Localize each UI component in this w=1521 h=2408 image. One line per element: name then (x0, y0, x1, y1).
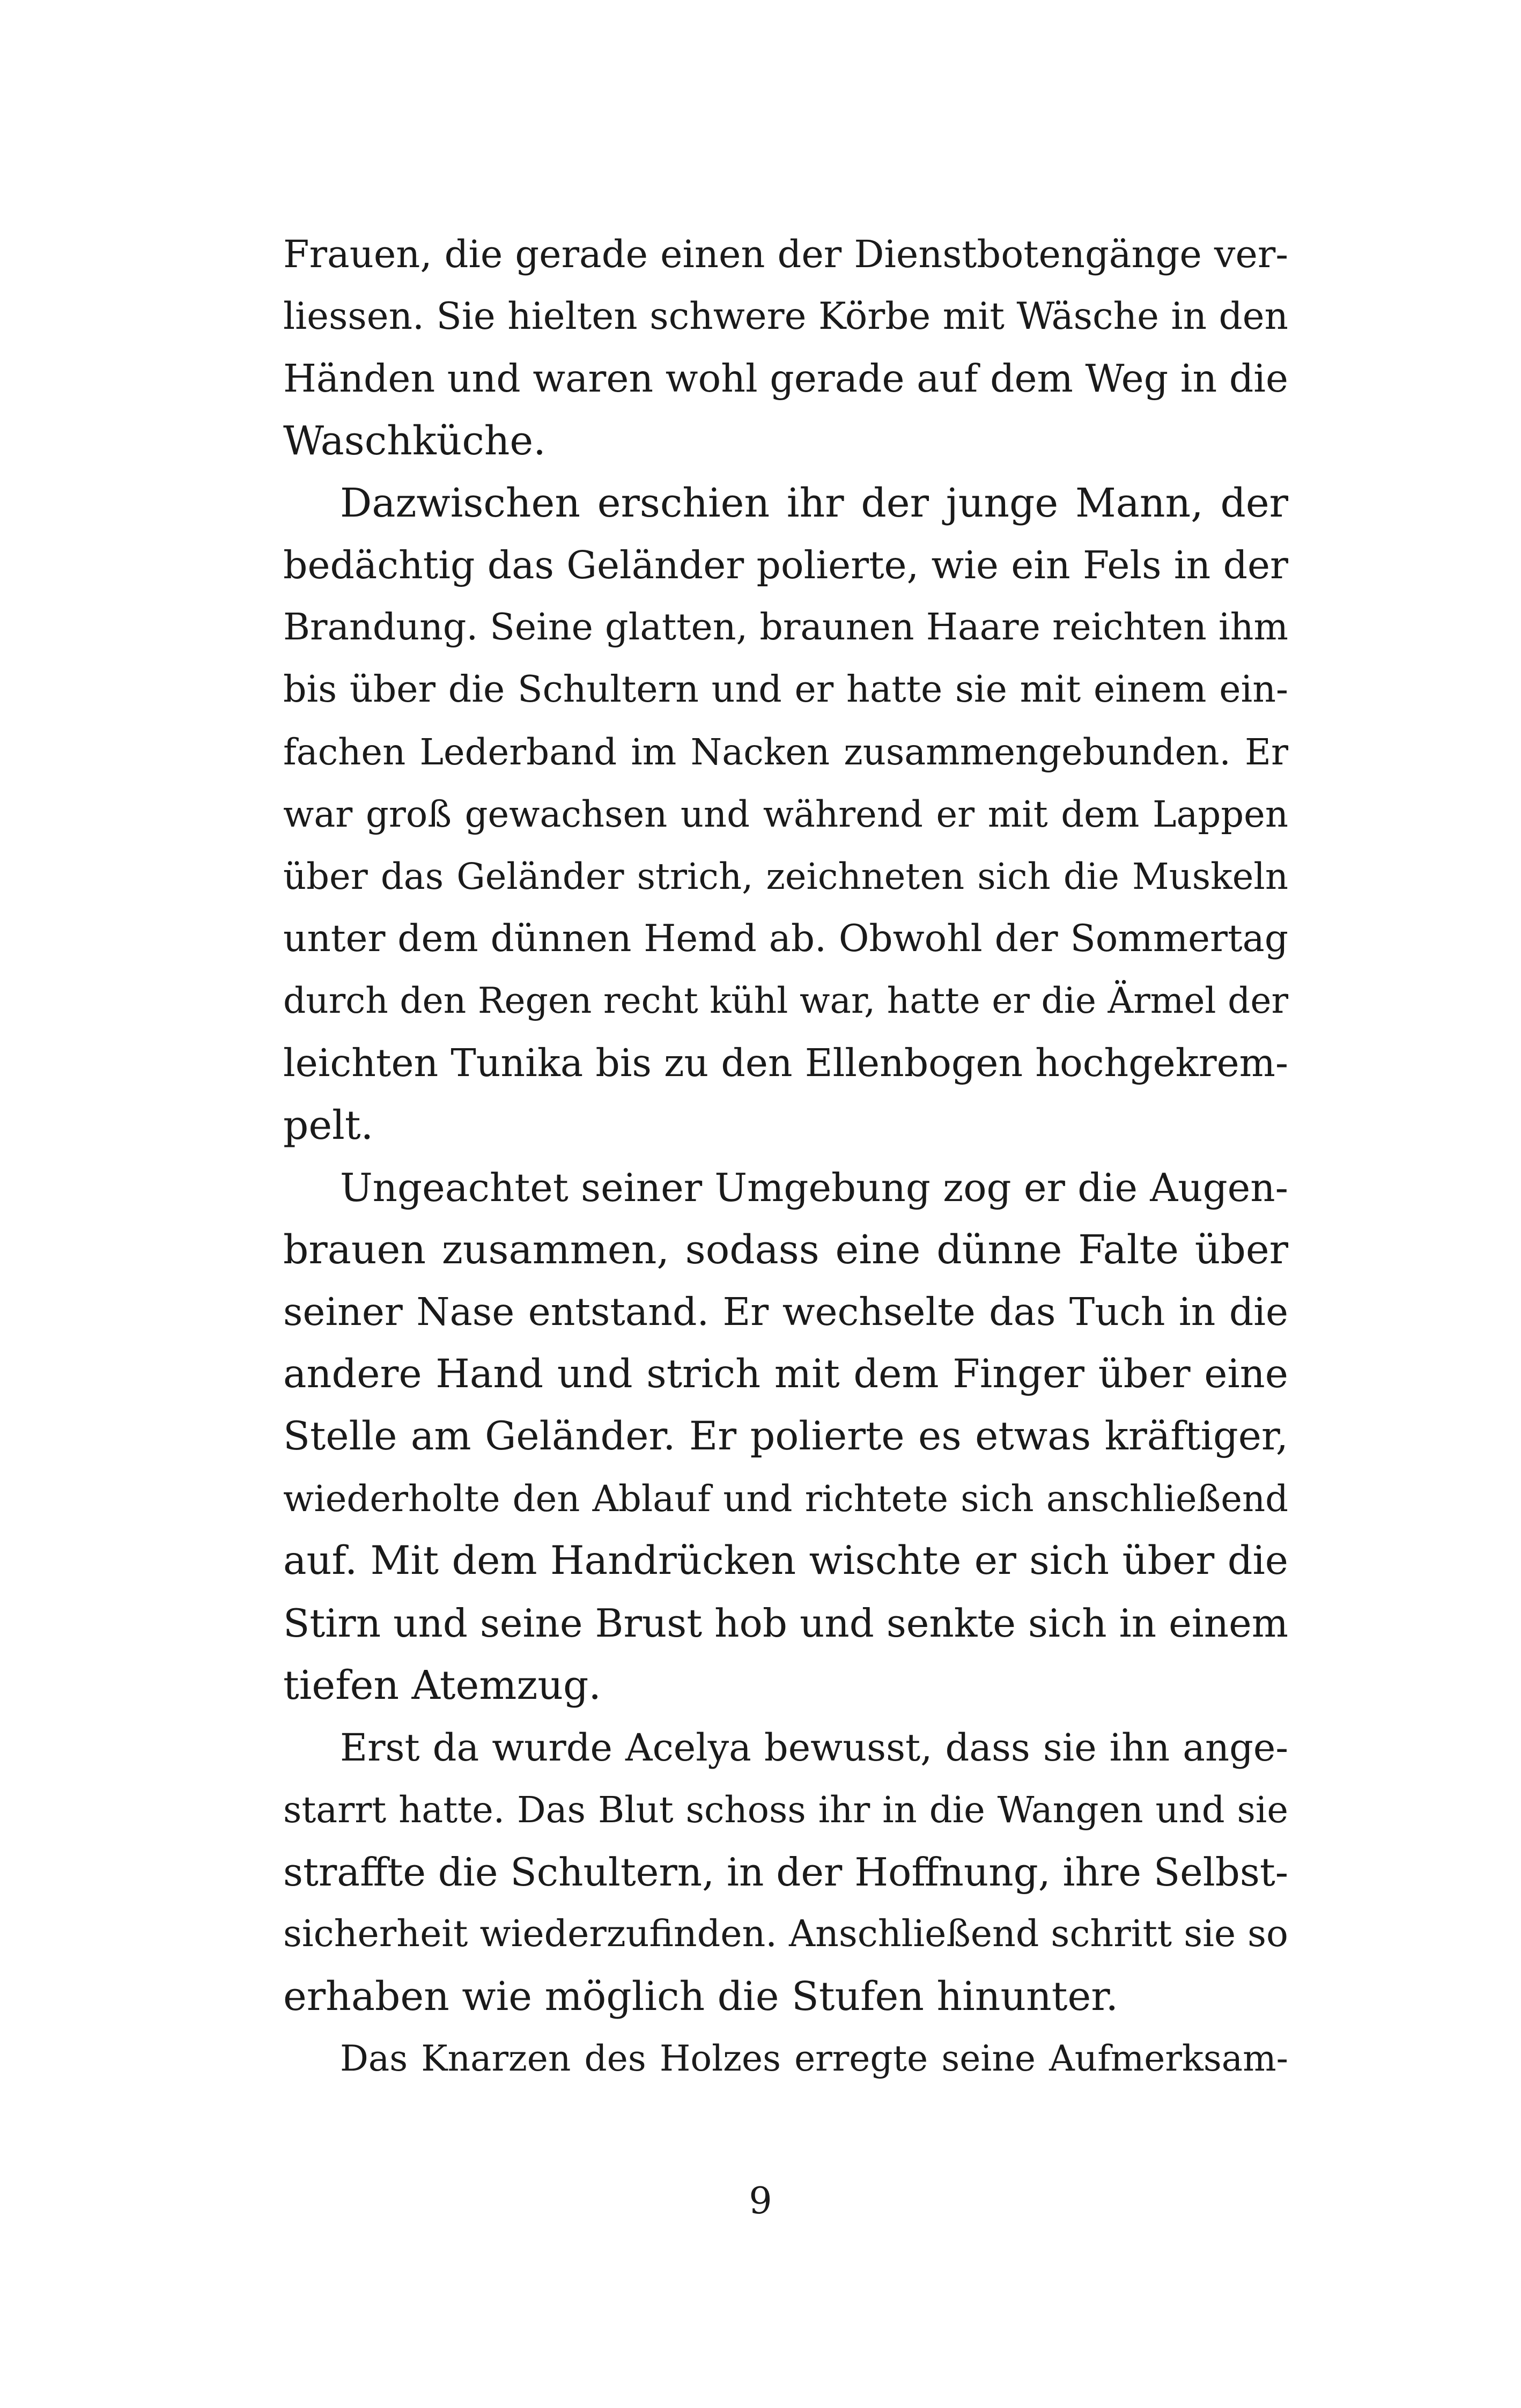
text-line: Waschküche. (283, 418, 546, 464)
text-line: unter dem dünnen Hemd ab. Obwohl der Sommertag (283, 917, 1288, 960)
text-line: straffte die Schultern, in der Hoffnung, ihre Selbst- (283, 1850, 1289, 1895)
text-line: über das Geländer strich, zeichneten sich die Muskeln (283, 856, 1288, 897)
text-line: Stelle am Geländer. Er polierte es etwas kräftiger, (283, 1413, 1288, 1459)
text-line: wiederholte den Ablauf und richtete sich anschließend (283, 1478, 1288, 1520)
text-line: Ungeachtet seiner Umgebung zog er die Augen- (340, 1165, 1288, 1210)
text-line: liessen. Sie hielten schwere Körbe mit Wäsche in den (283, 295, 1288, 338)
text-line: Frauen, die gerade einen der Dienstbotengänge ver- (283, 232, 1288, 276)
text-line: bedächtig das Geländer polierte, wie ein Fels in der (283, 543, 1288, 587)
text-line: Brandung. Seine glatten, braunen Haare reichten ihm (283, 606, 1288, 649)
text-line: durch den Regen recht kühl war, hatte er die Ärmel der (283, 980, 1288, 1021)
text-line: war groß gewachsen und während er mit dem Lappen (283, 793, 1288, 835)
text-line: Das Knarzen des Holzes erregte seine Aufmerksam- (340, 2038, 1288, 2079)
text-line: Erst da wurde Acelya bewusst, dass sie ihn ange- (340, 1726, 1288, 1770)
text-line: auf. Mit dem Handrücken wischte er sich über die (283, 1538, 1288, 1584)
text-line: Stirn und seine Brust hob und senkte sich in einem (283, 1601, 1288, 1646)
text-line: Dazwischen erschien ihr der junge Mann, der (340, 480, 1288, 526)
text-line: pelt. (283, 1102, 374, 1148)
body-text (283, 223, 1288, 2090)
text-line: starrt hatte. Das Blut schoss ihr in die Wangen und sie (283, 1789, 1288, 1831)
text-line: seiner Nase entstand. Er wechselte das Tuch in die (283, 1290, 1288, 1334)
text-line: Händen und waren wohl gerade auf dem Weg in die (283, 356, 1288, 401)
text-line: andere Hand und strich mit dem Finger über eine (283, 1351, 1288, 1397)
text-line: tiefen Atemzug. (283, 1662, 601, 1709)
text-line: erhaben wie möglich die Stufen hinunter. (283, 1973, 1119, 2020)
text-line: fachen Lederband im Nacken zusammengebunden. Er (283, 731, 1288, 773)
text-line: sicherheit wiederzufinden. Anschließend schritt sie so (283, 1913, 1288, 1955)
text-line: leichten Tunika bis zu den Ellenbogen hochgekrem- (283, 1041, 1288, 1085)
page-number: 9 (749, 2180, 772, 2222)
text-line: bis über die Schultern und er hatte sie mit einem ein- (283, 668, 1288, 711)
text-line: brauen zusammen, sodass eine dünne Falte über (283, 1227, 1288, 1273)
